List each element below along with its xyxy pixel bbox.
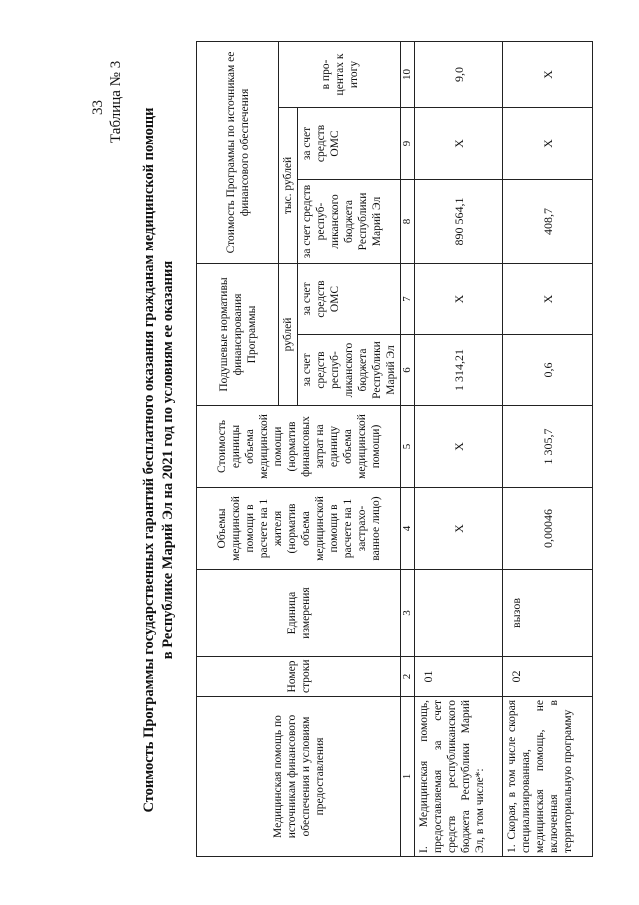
col-number: 7 <box>401 263 415 334</box>
row-cost-budget: 890 564,1 <box>415 179 503 263</box>
col-number: 10 <box>401 41 415 107</box>
col-number: 8 <box>401 179 415 263</box>
col-number: 5 <box>401 406 415 488</box>
col-number: 1 <box>401 697 415 857</box>
title-line-2: в Республике Марий Эл на 2021 год по условиям ее оказания <box>160 260 176 660</box>
row-description: I. Медицинская помощь, предоставляемая за счет средств республиканского бюджета Республики Марий Эл, в том числе*: <box>415 697 503 857</box>
row-unit-cost: Х <box>415 406 503 488</box>
header-unit: Единица измерения <box>197 570 401 657</box>
col-number: 4 <box>401 488 415 570</box>
row-cost-budget: 408,7 <box>503 179 593 263</box>
header-line-number: Номер строки <box>197 657 401 697</box>
table-row <box>415 41 503 856</box>
header-care-type: Медицинская помощь по источникам финансового обеспечения и условиям предоставления <box>197 697 401 857</box>
header-cost-oms: за счет средств ОМС <box>298 107 401 179</box>
header-unit-cost: Стоимость единицы объема медицинской помощи (норматив финансовых затрат на единицу объема медицинской помощи) <box>197 406 401 488</box>
header-volume: Объемы медицинской помощи в расчете на 1 жителя (норматив объема медицинской помощи в расчете на 1 застрахо-ванное лицо) <box>197 488 401 570</box>
row-description: 1. Скорая, в том числе скорая специализированная, медицинская помощь, не включенная в территориальную программу <box>503 697 593 857</box>
col-number: 3 <box>401 570 415 657</box>
col-number: 6 <box>401 335 415 406</box>
row-volume: Х <box>415 488 503 570</box>
row-cost-oms: Х <box>503 107 593 179</box>
header-per-capita: Подушевые нормативы финансирования Программы <box>197 263 279 405</box>
row-percent: 9,0 <box>415 41 503 107</box>
row-unit <box>415 570 503 657</box>
table-label: Таблица № 3 <box>108 60 124 143</box>
row-line-number: 01 <box>415 657 503 697</box>
row-per-capita-oms: Х <box>503 263 593 334</box>
page-number: 33 <box>90 100 106 115</box>
header-per-capita-oms: за счет средств ОМС <box>298 263 401 334</box>
row-volume: 0,00046 <box>503 488 593 570</box>
header-cost-budget: за счет средств респуб-ликанского бюджета Республики Марий Эл <box>298 179 401 263</box>
row-per-capita-oms: Х <box>415 263 503 334</box>
header-program-cost-unit: тыс. рублей <box>279 107 298 263</box>
row-unit-cost: 1 305,7 <box>503 406 593 488</box>
header-program-cost: Стоимость Программы по источникам ее финансового обеспечения <box>197 41 279 263</box>
row-cost-oms: Х <box>415 107 503 179</box>
table-row <box>503 41 593 856</box>
header-per-capita-unit: рублей <box>279 263 298 405</box>
header-per-capita-budget: за счет средств респуб-ликанского бюджета Республики Марий Эл <box>298 335 401 406</box>
document-title <box>140 55 178 865</box>
title-line-1: Стоимость Программы государственных гарантий бесплатного оказания гражданам медицинской помощи <box>141 107 157 813</box>
row-percent: Х <box>503 41 593 107</box>
cost-table <box>196 41 593 857</box>
row-unit: вызов <box>503 570 593 657</box>
col-number: 9 <box>401 107 415 179</box>
row-line-number: 02 <box>503 657 593 697</box>
row-per-capita-budget: 0,6 <box>503 335 593 406</box>
header-percent: в про-центах к итогу <box>279 41 401 107</box>
col-number: 2 <box>401 657 415 697</box>
row-per-capita-budget: 1 314,21 <box>415 335 503 406</box>
